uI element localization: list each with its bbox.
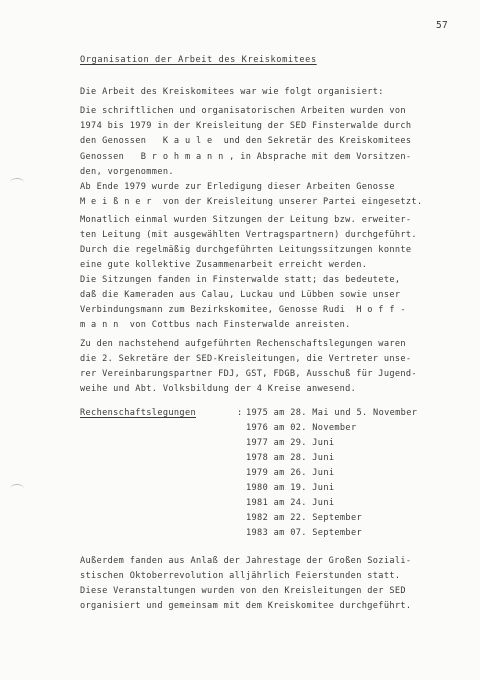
text-line: Genossen B r o h m a n n , in Absprache mit dem Vorsitzen- — [80, 152, 412, 162]
text-line: den Genossen K a u l e und den Sekretär des Kreiskomitees — [80, 136, 412, 146]
text-line: den, vorgenommen. — [80, 167, 174, 177]
report-date: 1976 am 02. November — [246, 423, 357, 433]
text-line: rer Vereinbarungspartner FDJ, GST, FDGB, Ausschuß für Jugend- — [80, 369, 417, 379]
report-date: 1981 am 24. Juni — [246, 498, 335, 508]
text-line: M e i ß n e r von der Kreisleitung unserer Partei eingesetzt. — [80, 197, 423, 207]
text-line: stischen Oktoberrevolution alljährlich Feierstunden statt. — [80, 571, 401, 581]
text-line: ten Leitung (mit ausgewählten Vertragspartnern) durchgeführt. — [80, 230, 417, 240]
text-line: die 2. Sekretäre der SED-Kreisleitungen, die Vertreter unse- — [80, 354, 412, 364]
text-line: Monatlich einmal wurden Sitzungen der Leitung bzw. erweiter- — [80, 215, 412, 225]
report-date: 1975 am 28. Mai und 5. November — [246, 408, 418, 418]
document-title: Organisation der Arbeit des Kreiskomitees — [80, 55, 317, 65]
report-date: 1979 am 26. Juni — [246, 468, 335, 478]
report-date: 1978 am 28. Juni — [246, 453, 335, 463]
text-line: m a n n von Cottbus nach Finsterwalde anreisten. — [80, 320, 351, 330]
text-line: Durch die regelmäßig durchgeführten Leitungssitzungen konnte — [80, 245, 412, 255]
text-line: Zu den nachstehend aufgeführten Rechenschaftslegungen waren — [80, 339, 406, 349]
text-line: 1974 bis 1979 in der Kreisleitung der SED Finsterwalde durch — [80, 121, 412, 131]
page-number: 57 — [436, 20, 449, 31]
report-date: 1977 am 29. Juni — [246, 438, 335, 448]
text-line: Die Arbeit des Kreiskomitees war wie folgt organisiert: — [80, 87, 384, 97]
text-line: Außerdem fanden aus Anlaß der Jahrestage der Großen Soziali- — [80, 556, 412, 566]
text-line: organisiert und gemeinsam mit dem Kreiskomitee durchgeführt. — [80, 601, 412, 611]
text-line: daß die Kameraden aus Calau, Luckau und Lübben sowie unser — [80, 290, 401, 300]
reports-label-colon: : — [237, 408, 243, 418]
report-date: 1980 am 19. Juni — [246, 483, 335, 493]
text-line: Die Sitzungen fanden in Finsterwalde statt; das bedeutete, — [80, 275, 401, 285]
text-line: Ab Ende 1979 wurde zur Erledigung dieser Arbeiten Genosse — [80, 182, 395, 192]
text-line: Die schriftlichen und organisatorischen Arbeiten wurden von — [80, 106, 406, 116]
text-line: weihe und Abt. Volksbildung der 4 Kreise anwesend. — [80, 384, 357, 394]
reports-label: Rechenschaftslegungen — [80, 408, 197, 418]
punch-hole-mark — [10, 178, 24, 187]
text-line: Verbindungsmann zum Bezirkskomitee, Genosse Rudi H o f f - — [80, 305, 406, 315]
text-line: eine gute kollektive Zusammenarbeit erreicht werden. — [80, 260, 368, 270]
text-line: Diese Veranstaltungen wurden von den Kreisleitungen der SED — [80, 586, 406, 596]
punch-hole-mark — [10, 484, 24, 493]
report-date: 1982 am 22. September — [246, 513, 363, 523]
report-date: 1983 am 07. September — [246, 528, 363, 538]
